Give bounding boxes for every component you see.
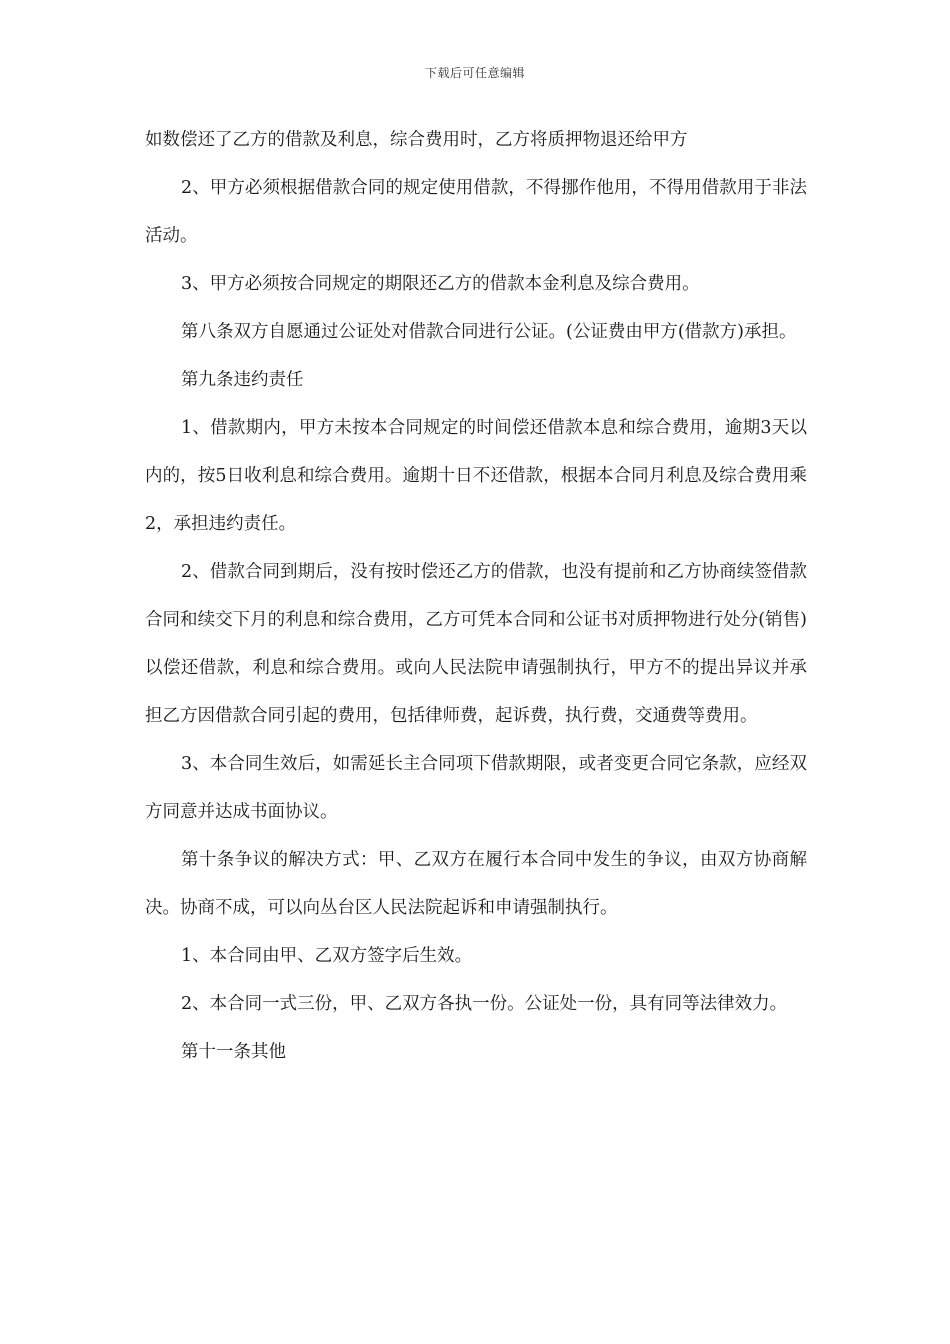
paragraph-article-11-heading: 第十一条其他 bbox=[181, 1042, 286, 1062]
paragraph-article-10-item-1: 1、本合同由甲、乙双方签字后生效。 bbox=[181, 946, 473, 966]
paragraph-clause-3-repayment: 3、甲方必须按合同规定的期限还乙方的借款本金利息及综合费用。 bbox=[181, 274, 700, 294]
paragraph-article-8: 第八条双方自愿通过公证处对借款合同进行公证。(公证费由甲方(借款方)承担。 bbox=[181, 322, 797, 342]
document-body bbox=[145, 116, 807, 1076]
paragraph-continuation: 如数偿还了乙方的借款及利息，综合费用时，乙方将质押物退还给甲方 bbox=[145, 130, 688, 150]
page-header: 下载后可任意编辑 bbox=[424, 66, 525, 80]
paragraph-article-9-item-2: 2、借款合同到期后，没有按时偿还乙方的借款，也没有提前和乙方协商续签借款合同和续交下月的利息和综合费用，乙方可凭本合同和公证书对质押物进行处分(销售)以偿还借款，利息和综合费用。或向人民法院申请强制执行，甲方不的提出异议并承担乙方因借款合同引起的费用，包括律师费，起诉费，执行费，交通费等费用。 bbox=[145, 562, 807, 726]
paragraph-article-10-item-2: 2、本合同一式三份，甲、乙双方各执一份。公证处一份，具有同等法律效力。 bbox=[181, 994, 788, 1014]
paragraph-article-9-heading: 第九条违约责任 bbox=[181, 370, 304, 390]
paragraph-article-9-item-1: 1、借款期内，甲方未按本合同规定的时间偿还借款本息和综合费用，逾期3天以内的，按5日收利息和综合费用。逾期十日不还借款，根据本合同月利息及综合费用乘2，承担违约责任。 bbox=[145, 418, 807, 534]
paragraph-clause-2-usage: 2、甲方必须根据借款合同的规定使用借款，不得挪作他用，不得用借款用于非法活动。 bbox=[145, 178, 807, 246]
paragraph-article-9-item-3: 3、本合同生效后，如需延长主合同项下借款期限，或者变更合同它条款，应经双方同意并达成书面协议。 bbox=[145, 754, 807, 822]
paragraph-article-10: 第十条争议的解决方式：甲、乙双方在履行本合同中发生的争议，由双方协商解决。协商不成，可以向丛台区人民法院起诉和申请强制执行。 bbox=[145, 850, 807, 918]
